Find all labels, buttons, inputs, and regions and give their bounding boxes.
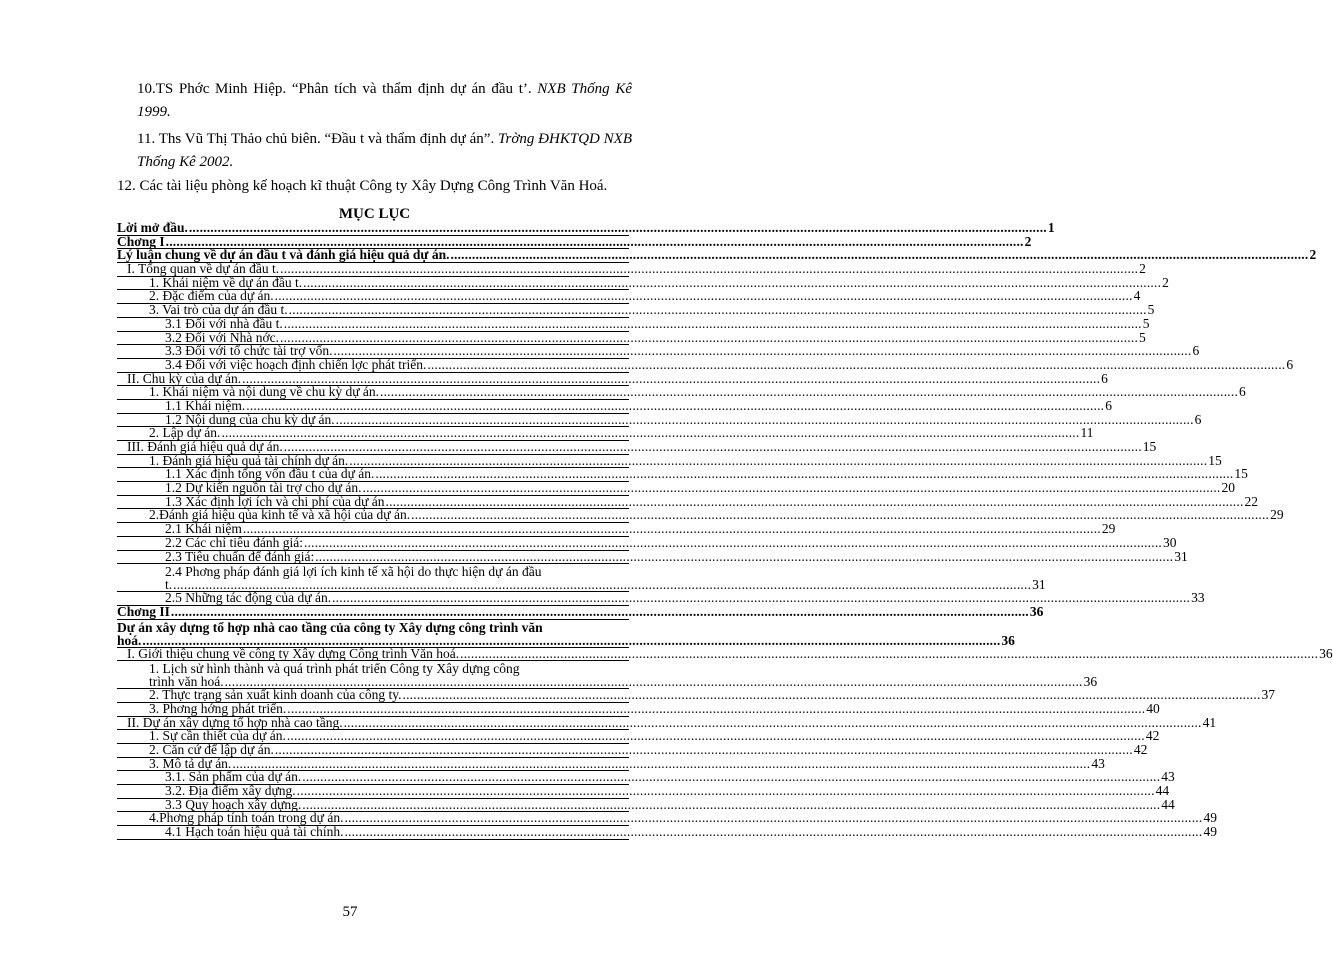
toc-page-number: 49 bbox=[1203, 810, 1217, 826]
toc-leader-dots bbox=[332, 592, 1190, 605]
toc-leader-dots bbox=[333, 345, 1191, 358]
toc-entry-label: 1.3 Xác định lợi ích và chi phí của dự án bbox=[165, 493, 385, 509]
toc-page-number: 11 bbox=[1080, 425, 1094, 441]
toc-page-number: 30 bbox=[1162, 534, 1177, 550]
toc-entry-label: 2.3 Tiêu chuẩn để đánh giá: bbox=[165, 548, 315, 564]
toc-entry-label: 3.4 Đối với việc hoạch định chiến lợc phát triển. bbox=[165, 356, 427, 372]
toc-page-number: 41 bbox=[1202, 714, 1217, 730]
toc-entry-label: 1. Khái niệm và nội dung về chu kỳ dự án. bbox=[149, 384, 380, 400]
toc-page-number: 31 bbox=[1174, 548, 1188, 564]
toc-entry-label: 3. Mô tả dự án. bbox=[149, 755, 232, 771]
toc-page-number: 43 bbox=[1091, 755, 1105, 771]
toc-leader-dots bbox=[304, 537, 1162, 550]
reference-10-text: 10.TS Phớc Minh Hiệp. “Phân tích và thẩm định dự án đầu t’. bbox=[137, 81, 538, 97]
toc-leader-dots bbox=[171, 606, 1029, 619]
toc-entry-label: 3. Phơng hớng phát triển. bbox=[149, 700, 287, 716]
toc-page-number: 6 bbox=[1286, 356, 1294, 372]
toc-entry-label: 1.2 Dự kiến nguồn tài trợ cho dự án. bbox=[165, 480, 362, 496]
toc-page-number: 5 bbox=[1147, 302, 1155, 318]
toc-leader-dots bbox=[280, 263, 1138, 276]
toc-leader-dots bbox=[284, 441, 1142, 454]
toc-entry-label: II. Chu kỳ của dự án. bbox=[127, 370, 242, 386]
toc-entry bbox=[117, 619, 1015, 648]
toc-entry-label: 2.1 Khái niệm bbox=[165, 521, 242, 537]
table-of-contents bbox=[117, 220, 1333, 840]
toc-page-number: 15 bbox=[1142, 439, 1157, 454]
toc-entry-label: Lời mở đầu. bbox=[117, 220, 188, 235]
toc-page-number: 44 bbox=[1155, 783, 1170, 799]
toc-leader-dots bbox=[142, 634, 1000, 647]
toc-page-number: 2 bbox=[1309, 247, 1317, 263]
toc-page-number: 2 bbox=[1024, 233, 1032, 249]
toc-entry bbox=[117, 661, 1098, 690]
toc-entry-label: 1. Lịch sử hình thành và quá trình phát triển Công ty Xây dựng công bbox=[149, 661, 520, 677]
toc-page-number: 40 bbox=[1146, 700, 1160, 716]
reference-11 bbox=[137, 128, 632, 174]
toc-page-number: 29 bbox=[1270, 507, 1284, 523]
toc-leader-dots bbox=[189, 222, 1047, 235]
toc-entry bbox=[117, 824, 1217, 840]
toc-page-number: 6 bbox=[1192, 343, 1200, 359]
toc-entry-label: 2. Đặc điểm của dự án. bbox=[149, 288, 274, 304]
toc-page-number: 22 bbox=[1244, 493, 1259, 509]
toc-entry-label: 4.Phơng pháp tính toán trong dự án. bbox=[149, 810, 344, 826]
toc-entry bbox=[117, 603, 1044, 620]
toc-page-number: 6 bbox=[1105, 397, 1112, 413]
toc-page-number: 6 bbox=[1101, 370, 1108, 386]
toc-entry-label: 2. Lập dự án. bbox=[149, 425, 221, 441]
toc-leader-dots bbox=[246, 400, 1104, 413]
toc-entry-label: 3.2. Địa điểm xây dựng. bbox=[165, 783, 296, 799]
toc-page-number: 6 bbox=[1239, 384, 1246, 400]
toc-entry-label: Lý luận chung về dự án đầu t và đánh giá hiệu quả dự án. bbox=[117, 247, 450, 263]
toc-entry bbox=[117, 645, 1333, 662]
toc-page-number: 6 bbox=[1194, 411, 1202, 427]
toc-title: MỤC LỤC bbox=[338, 206, 411, 222]
reference-10 bbox=[137, 78, 632, 124]
toc-page-number: 5 bbox=[1139, 329, 1146, 345]
toc-entry-label: 1. Đánh giá hiệu quả tài chính dự án. bbox=[149, 452, 349, 468]
toc-entry-label: III. Đánh giá hiệu quả dự án. bbox=[127, 439, 283, 454]
toc-page-number: 15 bbox=[1208, 452, 1222, 468]
toc-entry-label: 1.2 Nội dung của chu kỳ dự án. bbox=[165, 411, 335, 427]
toc-leader-dots bbox=[344, 826, 1202, 839]
toc-entry-label: 2.Đánh giá hiệu qủa kinh tế và xã hội của dự án. bbox=[149, 507, 411, 523]
reference-12: 12. Các tài liệu phòng kế hoạch kĩ thuật Công ty Xây Dựng Công Trình Văn Hoá. bbox=[117, 178, 608, 194]
toc-page-number: 36 bbox=[1319, 645, 1333, 661]
toc-leader-dots bbox=[275, 744, 1133, 757]
toc-page-number: 2 bbox=[1139, 261, 1146, 277]
toc-entry-label: 2.2 Các chỉ tiêu đánh giá: bbox=[165, 534, 303, 550]
toc-entry-label: 2. Thực trạng sản xuất kinh doanh của công ty. bbox=[149, 687, 402, 703]
toc-entry-label: 3.1 Đối với nhà đầu t. bbox=[165, 315, 283, 331]
toc-page-number: 1 bbox=[1047, 220, 1055, 235]
toc-entry-label: 2. Căn cứ để lập dự án. bbox=[149, 742, 274, 757]
toc-page-number: 5 bbox=[1142, 315, 1150, 331]
toc-page-number: 42 bbox=[1133, 742, 1148, 757]
toc-page-number: 15 bbox=[1234, 466, 1248, 482]
toc-entry bbox=[117, 564, 1046, 593]
reference-11-publisher: Trờng ĐHKTQD NXB Thống Kê 2002. bbox=[137, 131, 633, 170]
toc-page-number: 36 bbox=[1029, 603, 1044, 619]
toc-entry-label: I. Giới thiệu chung về công ty Xây dựng Công trình Văn hoá. bbox=[127, 645, 460, 661]
toc-entry-label: 1.1 Xác định tổng vốn đầu t của dự án. bbox=[165, 466, 375, 482]
toc-page-number: 44 bbox=[1161, 796, 1175, 812]
toc-page-number: 33 bbox=[1191, 590, 1205, 606]
toc-page-number: 49 bbox=[1203, 824, 1217, 840]
toc-leader-dots bbox=[297, 785, 1155, 798]
toc-page-number: 29 bbox=[1101, 521, 1116, 537]
toc-entry-label-continued: hoá. bbox=[117, 632, 142, 648]
toc-entry-label: 3.1. Sản phẩm của dự án. bbox=[165, 769, 302, 785]
toc-page-number: 37 bbox=[1261, 687, 1276, 703]
toc-entry-label: II. Dự án xây dựng tổ hợp nhà cao tầng. bbox=[127, 714, 343, 730]
toc-entry-label-continued: trình văn hoá. bbox=[149, 674, 224, 690]
page-number: 57 bbox=[342, 904, 358, 920]
toc-entry-label: 2.5 Những tác động của dự án. bbox=[165, 590, 332, 606]
toc-entry-label: 2.4 Phơng pháp đánh giá lợi ích kinh tế xã hội do thực hiện dự án đầu bbox=[165, 564, 542, 580]
toc-page-number: 4 bbox=[1133, 288, 1141, 304]
toc-leader-dots bbox=[460, 648, 1318, 661]
toc-page-number: 20 bbox=[1221, 480, 1235, 496]
reference-10-publisher: NXB Thống Kê 1999. bbox=[137, 81, 632, 120]
toc-entry-label: 1.1 Khái niệm. bbox=[165, 397, 246, 413]
toc-leader-dots bbox=[427, 359, 1285, 372]
toc-leader-dots bbox=[315, 551, 1173, 564]
toc-page-number: 36 bbox=[1001, 632, 1015, 648]
toc-entry-label: I. Tổng quan về dự án đầu t. bbox=[127, 261, 280, 277]
toc-page-number: 31 bbox=[1032, 577, 1046, 593]
toc-entry-label-continued: t. bbox=[165, 577, 173, 593]
toc-page-number: 2 bbox=[1162, 274, 1169, 290]
toc-leader-dots bbox=[284, 318, 1142, 331]
toc-leader-dots bbox=[287, 703, 1145, 716]
reference-11-text: 11. Ths Vũ Thị Thảo chủ biên. “Đầu t và thẩm định dự án”. bbox=[137, 131, 499, 147]
toc-leader-dots bbox=[243, 523, 1101, 536]
toc-entry-label: 3.3 Đối với tổ chức tài trợ vốn. bbox=[165, 343, 333, 359]
toc-entry-label: 1. Sự cần thiết của dự án. bbox=[149, 728, 286, 744]
toc-leader-dots bbox=[363, 482, 1221, 495]
toc-page-number: 43 bbox=[1161, 769, 1175, 785]
toc-entry-label: 4.1 Hạch toán hiệu quả tài chính. bbox=[165, 824, 344, 840]
toc-page-number: 42 bbox=[1145, 728, 1160, 744]
toc-page-number: 36 bbox=[1083, 674, 1098, 690]
toc-entry-label: 3.3 Quy hoạch xây dựng. bbox=[165, 796, 302, 812]
toc-entry-label: 1. Khái niệm về dự án đầu t. bbox=[149, 274, 303, 290]
toc-entry bbox=[117, 548, 1188, 565]
toc-entry-label: Chơng II bbox=[117, 603, 170, 619]
toc-leader-dots bbox=[289, 304, 1147, 317]
toc-entry-label: 3.2 Đối với Nhà nớc. bbox=[165, 329, 280, 345]
toc-entry-label: Dự án xây dựng tổ hợp nhà cao tầng của công ty Xây dựng công trình văn bbox=[117, 619, 543, 635]
toc-entry-label: 3. Vai trò của dự án đầu t. bbox=[149, 302, 288, 318]
toc-entry-label: Chơng I bbox=[117, 233, 165, 249]
